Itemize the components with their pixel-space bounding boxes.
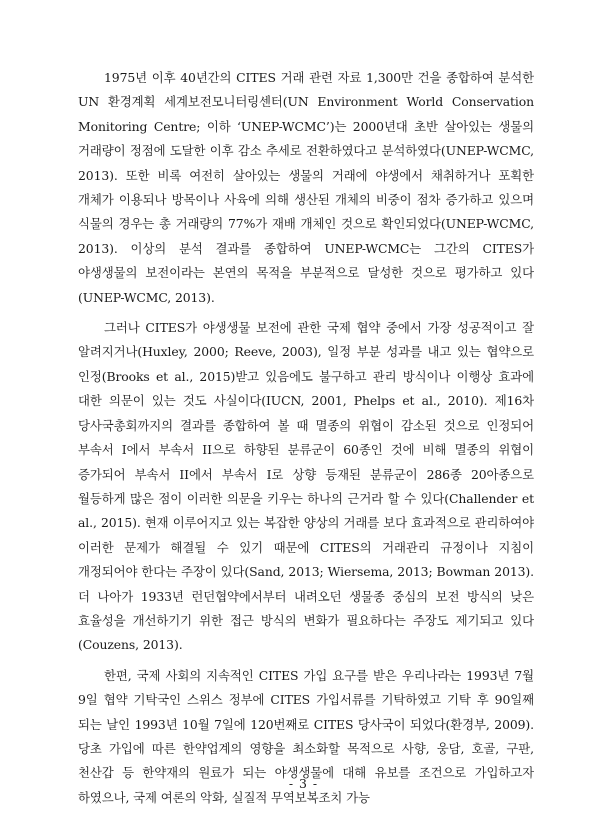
- paragraph: 그러나 CITES가 야생생물 보전에 관한 국제 협약 중에서 가장 성공적이고 잘 알려지거나(Huxley, 2000; Reeve, 2003), 일정 부분 성과를 내고 있는 협약으로 인정(Brooks et al., 2015)받고 있음에도 불구하고 관리 방식이나 이행상 효과에 대한 의문이 있는 것도 사실이다(IUCN, 2001, Phelps et al., 2010). 제16차 당사국총회까지의 결과를 종합하여 볼 때 멸종의 위협이 감소된 것으로 인정되어 부속서 I에서 부속서 II으로 하향된 분류군이 60종인 것에 비해 멸종의 위협이 증가되어 부속서 II에서 부속서 I로 상향 등재된 분류군이 286종 20아종으로 월등하게 많은 점이 이러한 의문을 키우는 하나의 근거라 할 수 있다(Challender et al., 2015). 현재 이루어지고 있는 복잡한 양상의 거래를 보다 효과적으로 관리하여야 이러한 문제가 해결될 수 있기 때문에 CITES의 거래관리 규정이나 지침이 개정되어야 한다는 주장이 있다(Sand, 2013; Wiersema, 2013; Bowman 2013). 더 나아가 1933년 런던협약에서부터 내려오던 생물종 중심의 보전 방식의 낮은 효율성을 개선하기기 위한 접근 방식의 변화가 필요하다는 주장도 제기되고 있다(Couzens, 2013).: [78, 320, 534, 653]
- page-number: - 3 -: [288, 776, 319, 791]
- body-text: [78, 66, 534, 816]
- paragraph: 한편, 국제 사회의 지속적인 CITES 가입 요구를 받은 우리나라는 1993년 7월 9일 협약 기탁국인 스위스 정부에 CITES 가입서류를 기탁하였고 기탁 후 90일째 되는 날인 1993년 10월 7일에 120번째로 CITES 당사국이 되었다(환경부, 2009). 당초 가입에 따른 한약업계의 영향을 최소화할 목적으로 사향, 웅담, 호골, 구판, 천산갑 등 한약재의 원료가 되는 야생생물에 대해 유보를 조건으로 가입하고자 하였으나, 국제 여론의 악화, 실질적 무역보복조치 가능: [78, 667, 534, 805]
- paragraph: 1975년 이후 40년간의 CITES 거래 관련 자료 1,300만 건을 종합하여 분석한 UN 환경계획 세계보전모니터링센터(UN Environment World Conservation Monitoring Centre; 이하 ‘UNEP-WCMC’)는 2000년대 초반 살아있는 생물의 거래량이 정점에 도달한 이후 감소 추세로 전환하였다고 분석하였다(UNEP-WCMC, 2013). 또한 비록 여전히 살아있는 생물의 거래에 야생에서 채취하거나 포획한 개체가 이용되나 방목이나 사육에 의해 생산된 개체의 비중이 점차 증가하고 있으며 식물의 경우는 총 거래량의 77%가 재배 개체인 것으로 확인되었다(UNEP-WCMC, 2013). 이상의 분석 결과를 종합하여 UNEP-WCMC는 그간의 CITES가 야생생물의 보전이라는 본연의 목적을 부분적으로 달성한 것으로 평가하고 있다(UNEP-WCMC, 2013).: [78, 70, 534, 305]
